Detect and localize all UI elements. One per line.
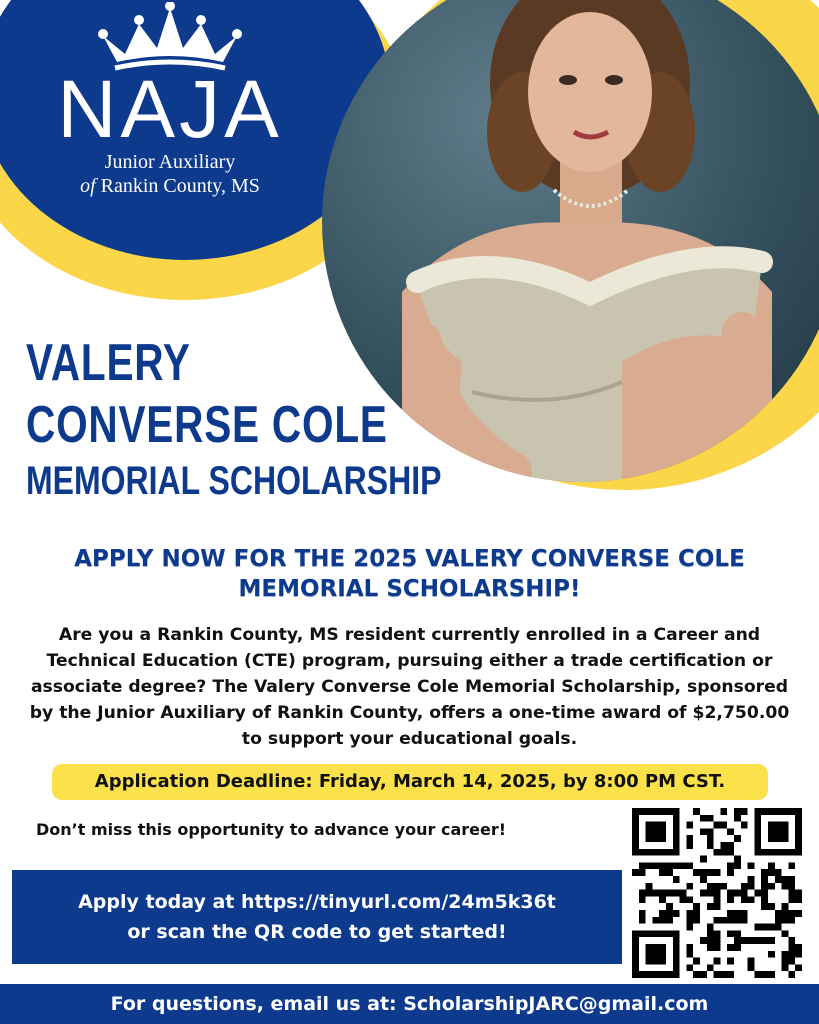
apply-box xyxy=(12,870,622,964)
title-line-2: CONVERSE COLE xyxy=(26,396,388,454)
scholarship-title xyxy=(26,332,545,506)
logo-location: of Rankin County, MS xyxy=(80,175,260,197)
logo-subtitle: Junior Auxiliary xyxy=(104,151,236,173)
title-line-1: VALERY xyxy=(26,334,191,392)
logo-name: NAJA xyxy=(57,64,283,155)
apply-headline: APPLY NOW FOR THE 2025 VALERY CONVERSE COLE MEMORIAL SCHOLARSHIP! xyxy=(74,546,745,602)
qr-code[interactable] xyxy=(632,808,802,978)
description-paragraph: Are you a Rankin County, MS resident currently enrolled in a Career and Technical Education (CTE) program, pursuing either a trade certification or associate degree? The Valery Converse Cole Memorial Scholarship, sponsored by the Junior Auxiliary of Rankin County, offers a one-time award of $2,750.00 to support your educational goals. xyxy=(29,625,790,749)
opportunity-text: Don’t miss this opportunity to advance your career! xyxy=(36,820,507,839)
title-line-3: MEMORIAL SCHOLARSHIP xyxy=(26,459,442,503)
naja-logo xyxy=(40,2,300,198)
contact-footer: For questions, email us at: ScholarshipJARC@gmail.com xyxy=(0,984,819,1024)
deadline-banner: Application Deadline: Friday, March 14, 2025, by 8:00 PM CST. xyxy=(52,764,768,800)
apply-scan-text: or scan the QR code to get started! xyxy=(127,921,507,943)
apply-link-text[interactable]: Apply today at https://tinyurl.com/24m5k36t xyxy=(78,891,556,913)
